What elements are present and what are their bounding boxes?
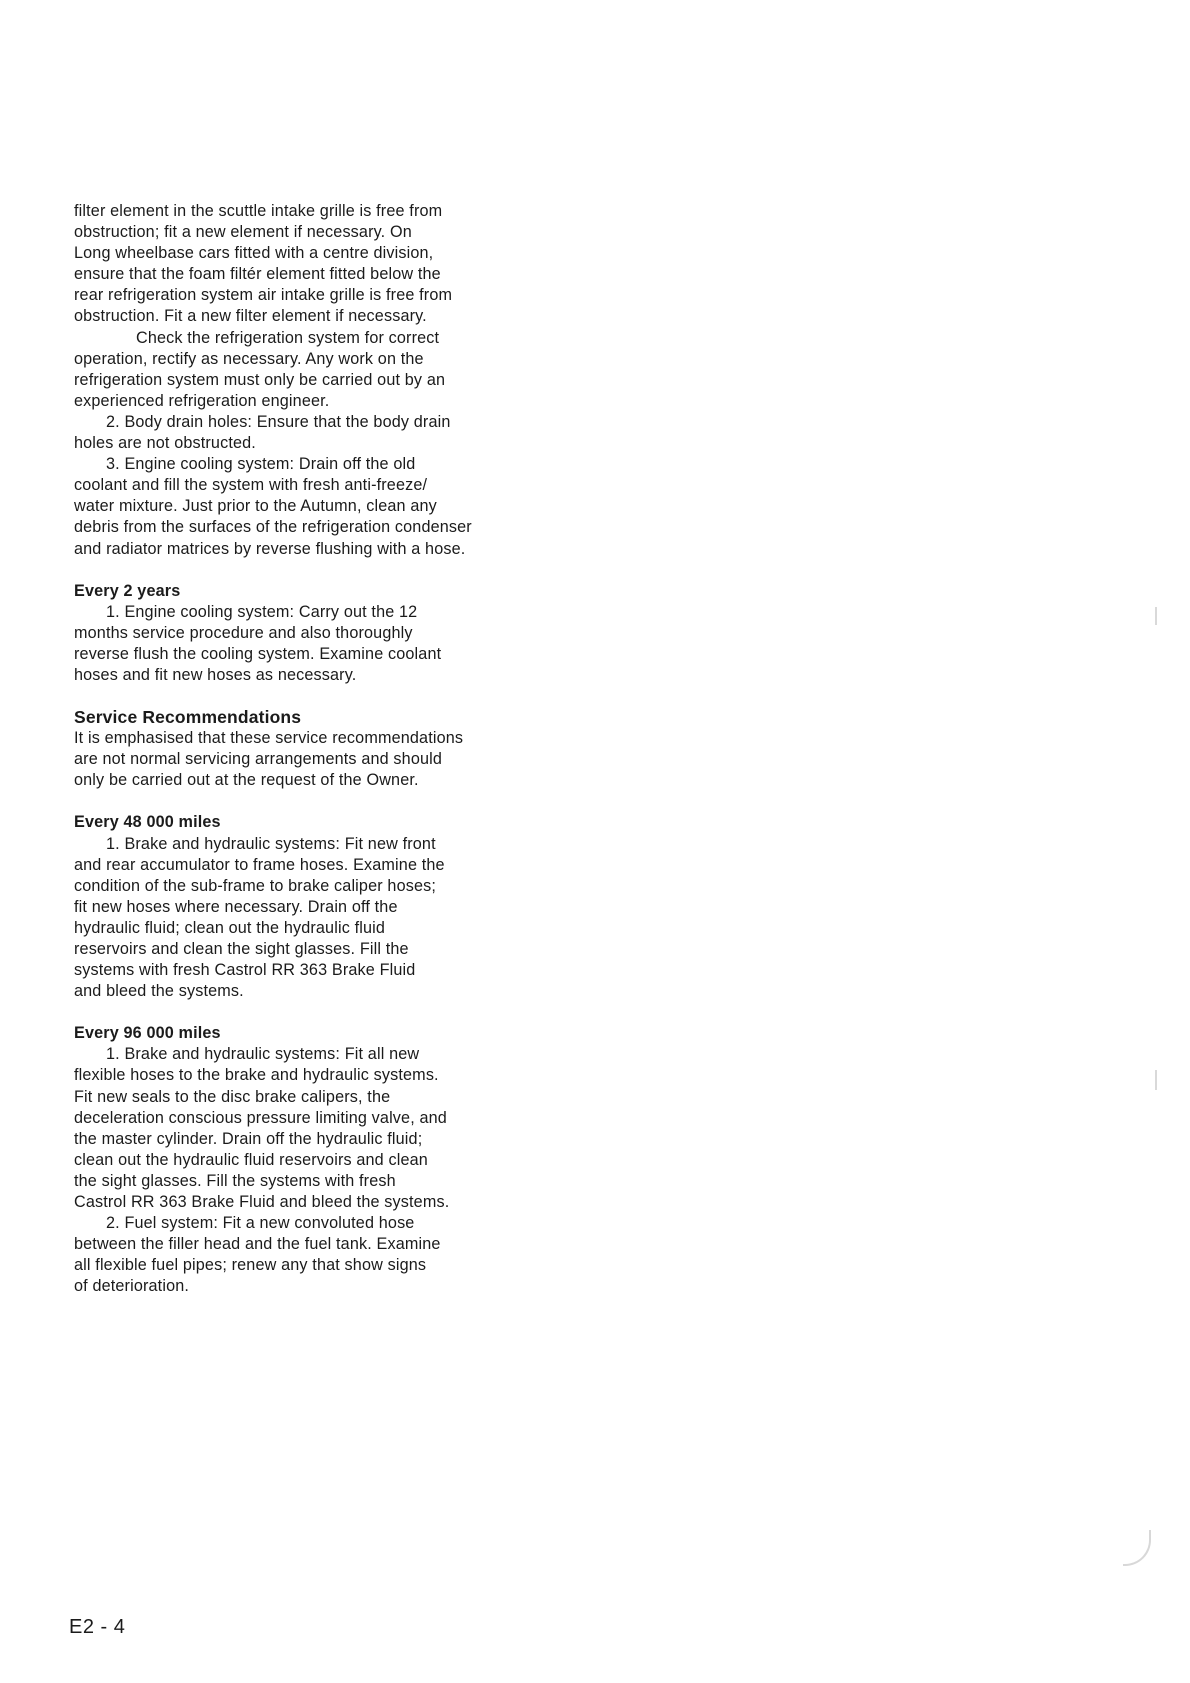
punch-hole-mark xyxy=(1123,1530,1151,1566)
paragraph-48000-item-1 xyxy=(74,834,574,1003)
text-line: obstruction. Fit a new filter element if necessary. xyxy=(74,307,427,326)
text-line: 1. Brake and hydraulic systems: Fit all new xyxy=(106,1045,420,1064)
text-line: filter element in the scuttle intake grille is free from xyxy=(74,202,443,220)
text-line: 2. Fuel system: Fit a new convoluted hose xyxy=(106,1214,415,1233)
paragraph-continuation xyxy=(74,201,574,328)
text-line: and rear accumulator to frame hoses. Examine the xyxy=(74,855,445,874)
paragraph-2-years-item-1 xyxy=(74,602,574,686)
text-line: 2. Body drain holes: Ensure that the body drain xyxy=(106,412,451,431)
text-line: fit new hoses where necessary. Drain off the xyxy=(74,897,398,916)
text-line: are not normal servicing arrangements and should xyxy=(74,750,443,769)
text-column xyxy=(74,201,574,1298)
text-line: Long wheelbase cars fitted with a centre division, xyxy=(74,244,434,263)
text-line: months service procedure and also thoroughly xyxy=(74,623,413,642)
text-line: experienced refrigeration engineer. xyxy=(74,391,330,410)
heading-service-recommendations: Service Recommendations xyxy=(74,707,302,728)
paragraph-96000-item-1 xyxy=(74,1044,574,1213)
scan-mark xyxy=(1155,1070,1157,1090)
heading-every-96000-miles: Every 96 000 miles xyxy=(74,1024,221,1043)
text-line: only be carried out at the request of the Owner. xyxy=(74,771,419,790)
text-line: systems with fresh Castrol RR 363 Brake Fluid xyxy=(74,961,416,980)
text-line: operation, rectify as necessary. Any work on the xyxy=(74,349,424,368)
text-line: reverse flush the cooling system. Examine coolant xyxy=(74,644,442,663)
text-line: obstruction; fit a new element if necessary. On xyxy=(74,223,412,242)
paragraph-service-intro xyxy=(74,728,574,791)
text-line: 1. Brake and hydraulic systems: Fit new front xyxy=(106,834,436,853)
text-line: and bleed the systems. xyxy=(74,982,244,1001)
paragraph-refrigeration-check xyxy=(74,328,574,412)
text-line: water mixture. Just prior to the Autumn, clean any xyxy=(74,497,437,516)
text-line: ensure that the foam filtér element fitted below the xyxy=(74,265,441,284)
text-line: 3. Engine cooling system: Drain off the old xyxy=(106,455,416,474)
heading-every-2-years: Every 2 years xyxy=(74,581,181,600)
scan-mark xyxy=(1155,607,1157,625)
text-line: of deterioration. xyxy=(74,1277,190,1296)
paragraph-96000-item-2 xyxy=(74,1213,574,1297)
text-line: the master cylinder. Drain off the hydraulic fluid; xyxy=(74,1129,423,1148)
text-line: reservoirs and clean the sight glasses. Fill the xyxy=(74,940,409,958)
page-number: E2 - 4 xyxy=(69,1616,126,1638)
text-line: clean out the hydraulic fluid reservoirs and clean xyxy=(74,1150,428,1169)
text-line: all flexible fuel pipes; renew any that show signs xyxy=(74,1256,427,1275)
paragraph-body-drain xyxy=(74,412,574,454)
text-line: It is emphasised that these service recommendations xyxy=(74,729,464,748)
text-line: condition of the sub-frame to brake caliper hoses; xyxy=(74,876,437,895)
text-line: holes are not obstructed. xyxy=(74,434,256,453)
text-line: Check the refrigeration system for correct xyxy=(136,328,440,347)
text-line: the sight glasses. Fill the systems with fresh xyxy=(74,1171,396,1190)
text-line: refrigeration system must only be carried out by an xyxy=(74,370,446,389)
text-line: flexible hoses to the brake and hydraulic systems. xyxy=(74,1066,439,1085)
text-line: hydraulic fluid; clean out the hydraulic fluid xyxy=(74,918,386,937)
text-line: rear refrigeration system air intake grille is free from xyxy=(74,286,453,305)
text-line: hoses and fit new hoses as necessary. xyxy=(74,665,357,684)
heading-every-48000-miles: Every 48 000 miles xyxy=(74,813,221,832)
paragraph-engine-cooling xyxy=(74,454,574,559)
text-line: and radiator matrices by reverse flushing with a hose. xyxy=(74,539,466,558)
text-line: between the filler head and the fuel tank. Examine xyxy=(74,1235,441,1254)
text-line: coolant and fill the system with fresh anti-freeze/ xyxy=(74,476,428,495)
text-line: debris from the surfaces of the refrigeration condenser xyxy=(74,518,472,537)
text-line: 1. Engine cooling system: Carry out the 12 xyxy=(106,602,418,621)
text-line: Fit new seals to the disc brake calipers, the xyxy=(74,1087,391,1106)
text-line: Castrol RR 363 Brake Fluid and bleed the systems. xyxy=(74,1193,450,1212)
text-line: deceleration conscious pressure limiting valve, and xyxy=(74,1108,447,1127)
